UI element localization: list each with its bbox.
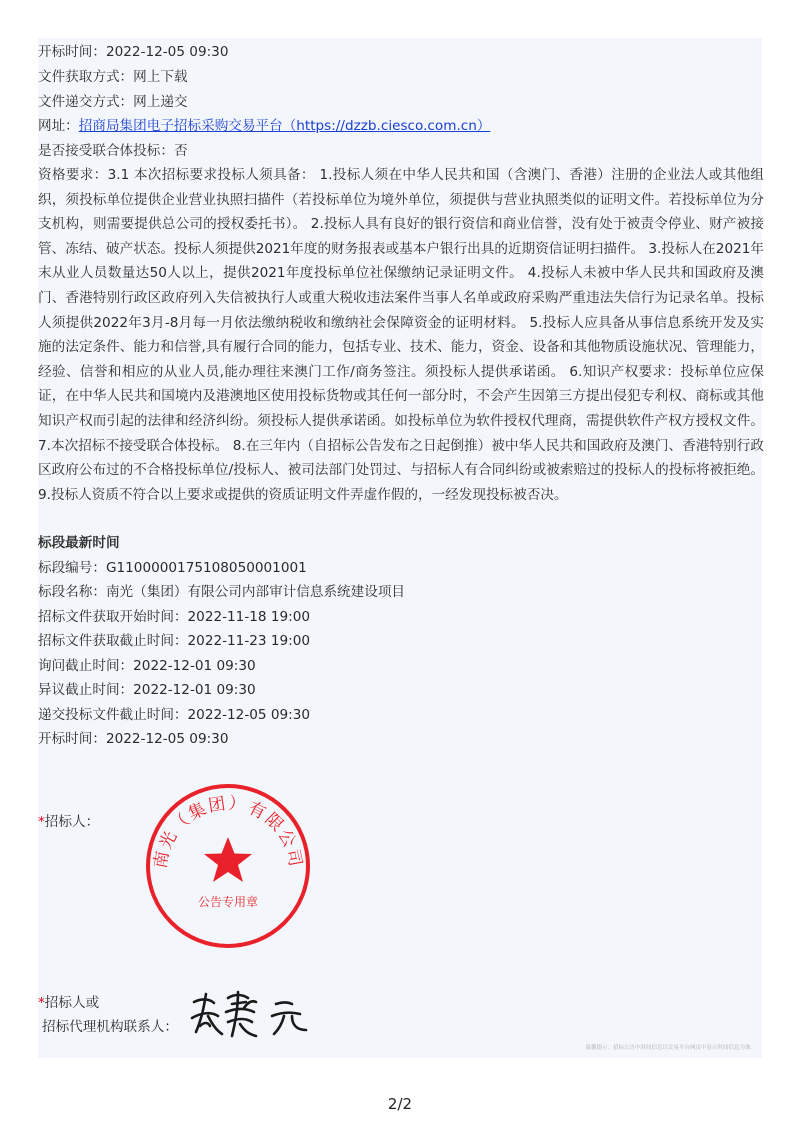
required-mark: * bbox=[38, 995, 45, 1011]
field-label: 标段名称： bbox=[38, 584, 106, 600]
page-number: 2/2 bbox=[387, 1095, 413, 1113]
field-label: 递交投标文件截止时间： bbox=[38, 707, 188, 723]
field-value: 2022-12-01 09:30 bbox=[133, 658, 256, 674]
field-label: 网址： bbox=[38, 118, 79, 134]
consortium-row bbox=[38, 139, 762, 164]
field-value: 南光（集团）有限公司内部审计信息系统建设项目 bbox=[105, 584, 406, 600]
qualification-text: 3.1 本次招标要求投标人须具备： 1.投标人须在中华人民共和国（含澳门、香港）注册的企业法人或其他组织，须投标单位提供企业营业执照扫描件（若投标单位为境外单位，须提供与营业执照类似的证明文件。若投标单位为分支机构，则需要提供总公司的授权委托书）。 2.投标人具有良好的银行资信和商业信誉，没有处于被责令停业、财产被接管、冻结、破产状态。投标人须提供2021年度的财务报表或基本户银行出具的近期资信证明扫描件。 3.投标人在2021年末从业人员数量达50人以上，提供2021年度投标单位社保缴纳记录证明文件。 4.投标人未被中华人民共和国政府及澳门、香港特别行政区政府列入失信被执行人或重大税收违法案件当事人名单或政府采购严重违法失信行为记录名单。投标人须提供2022年3月-8月每一月依法缴纳税收和缴纳社会保障资金的证明材料。 5.投标人应具备从事信息系统开发及实施的法定条件、能力和信誉,具有履行合同的能力，包括专业、技术、能力，资金、设备和其他物质设施状况、管理能力，经验、信誉和相应的从业人员,能办理往来澳门工作/商务签注。须投标人提供承诺函。 6.知识产权要求：投标单位应保证，在中华人民共和国境内及港澳地区使用投标货物或其任何一部分时，不会产生因第三方提出侵犯专利权、商标或其他知识产权而引起的法律和经济纠纷。须投标人提供承诺函。如投标单位为软件授权代理商，需提供软件产权方授权文件。 7.本次招标不接受联合体投标。 8.在三年内（自招标公告发布之日起倒推）被中华人民共和国政府及澳门、香港特别行政区政府公布过的不合格投标单位/投标人、被司法部门处罚过、与招标人有合同纠纷或被索赔过的投标人的投标将被拒绝。 9.投标人资质不符合以上要求或提供的资质证明文件弄虚作假的，一经发现投标被否决。 bbox=[38, 167, 764, 503]
contact-label-line1: 招标人或 bbox=[44, 995, 100, 1011]
platform-link[interactable]: 招商局集团电子招标采购交易平台（https://dzzb.ciesco.com.cn） bbox=[78, 118, 491, 134]
field-label: 文件获取方式： bbox=[38, 69, 134, 85]
seal-caption: 公告专用章 bbox=[197, 895, 259, 909]
contact-label-row bbox=[38, 991, 178, 1039]
section-name-row bbox=[38, 580, 762, 605]
tenderee-label: 招标人： bbox=[44, 814, 100, 830]
tenderee-label-row bbox=[38, 810, 99, 834]
objection-deadline-row bbox=[38, 678, 762, 703]
field-value: 2022-11-23 19:00 bbox=[187, 633, 311, 649]
seal-company-text: 南光（集团）有限公司 bbox=[150, 793, 306, 871]
doc-start-time-row bbox=[38, 605, 762, 630]
field-label: 文件递交方式： bbox=[38, 94, 134, 110]
field-label: 异议截止时间： bbox=[38, 682, 134, 698]
field-value: 2022-12-05 09:30 bbox=[187, 707, 311, 723]
website-row bbox=[38, 114, 762, 139]
field-label: 招标文件获取截止时间： bbox=[38, 633, 188, 649]
section-code-row bbox=[38, 556, 762, 581]
required-mark: * bbox=[38, 814, 45, 830]
field-label: 开标时间： bbox=[38, 44, 106, 60]
field-value: 2022-12-05 09:30 bbox=[105, 44, 229, 60]
field-value: 网上递交 bbox=[133, 94, 188, 110]
field-label: 标段编号： bbox=[38, 560, 106, 576]
section-heading: 标段最新时间 bbox=[38, 535, 120, 551]
field-label: 是否接受联合体投标： bbox=[38, 143, 174, 159]
field-label: 招标文件获取开始时间： bbox=[38, 609, 188, 625]
handwritten-signature bbox=[188, 988, 318, 1044]
doc-end-time-row bbox=[38, 629, 762, 654]
file-acquisition-row bbox=[38, 65, 762, 90]
field-label: 询问截止时间： bbox=[38, 658, 134, 674]
submission-deadline-row bbox=[38, 703, 762, 728]
qualification-label: 资格要求： bbox=[38, 167, 108, 183]
field-value: 否 bbox=[173, 143, 188, 159]
field-value: 2022-12-05 09:30 bbox=[105, 731, 229, 747]
qualification-requirements bbox=[38, 163, 764, 507]
field-label: 开标时间： bbox=[38, 731, 106, 747]
bid-opening-time-row bbox=[38, 40, 762, 65]
inquiry-deadline-row bbox=[38, 654, 762, 679]
field-value: 2022-12-01 09:30 bbox=[133, 682, 256, 698]
company-seal bbox=[144, 782, 312, 950]
seal-star-icon bbox=[204, 837, 252, 882]
bid-opening-time-row-2 bbox=[38, 727, 762, 752]
field-value: G1100000175108050001001 bbox=[105, 560, 307, 576]
footnote-tip: 温馨提示：招标公告中时间信息以交易平台网页中显示时间信息为准。 bbox=[585, 1045, 756, 1051]
contact-label-line2: 招标代理机构联系人： bbox=[42, 1019, 178, 1035]
file-submission-row bbox=[38, 90, 762, 115]
field-value: 2022-11-18 19:00 bbox=[187, 609, 311, 625]
field-value: 网上下载 bbox=[133, 69, 188, 85]
